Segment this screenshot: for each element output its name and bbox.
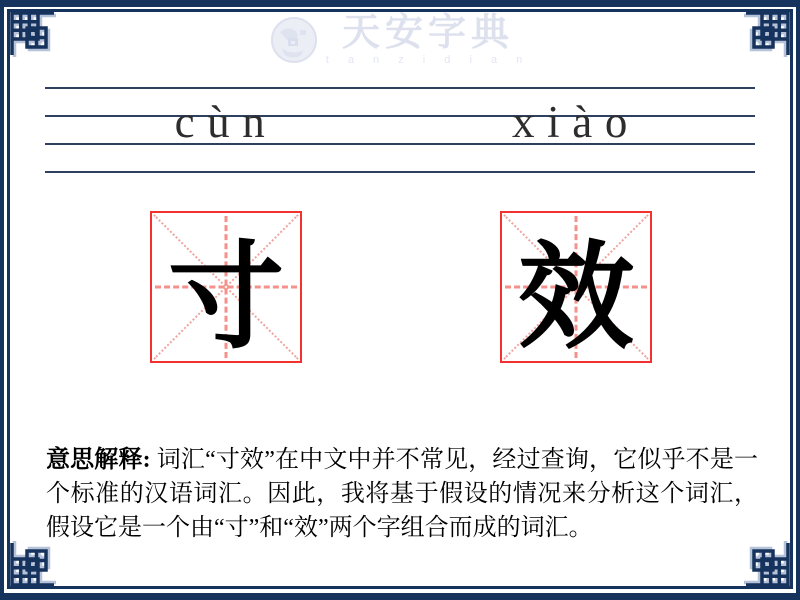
hanzi-box [500, 211, 652, 363]
pinyin-label-xiao: xiào [512, 97, 640, 147]
hanzi-box [150, 211, 302, 363]
pinyin-guide-line [45, 87, 755, 89]
logo-subtitle: t a n z i d i a n [325, 54, 531, 66]
fret-corner-ornament-icon [744, 541, 790, 587]
hanzi-glyph-xiao: 效 [518, 234, 634, 363]
frame-edge-bottom [0, 593, 800, 600]
logo-title: 天安字典 [341, 12, 514, 54]
frame-edge-top [0, 0, 800, 7]
frame-edge-left [0, 0, 4, 600]
definition-text: 词汇“寸效”在中文中并不常见，经过查询，它似乎不是一个标准的汉语词汇。因此，我将基于假设的情况来分析这个词汇，假设它是一个由“寸”和“效”两个字组合而成的词汇。 [46, 447, 758, 541]
logo [0, 10, 800, 70]
fret-corner-ornament-icon [10, 541, 56, 587]
pinyin-label-cun: cùn [174, 97, 278, 147]
pinyin-guide-line [45, 171, 755, 173]
seal-globe-icon [270, 16, 318, 64]
definition-paragraph [46, 443, 758, 545]
hanzi-glyph-cun: 寸 [168, 234, 284, 363]
logo-text [326, 14, 530, 66]
frame-edge-right [796, 0, 800, 600]
definition-label: 意思解释: [46, 447, 151, 473]
